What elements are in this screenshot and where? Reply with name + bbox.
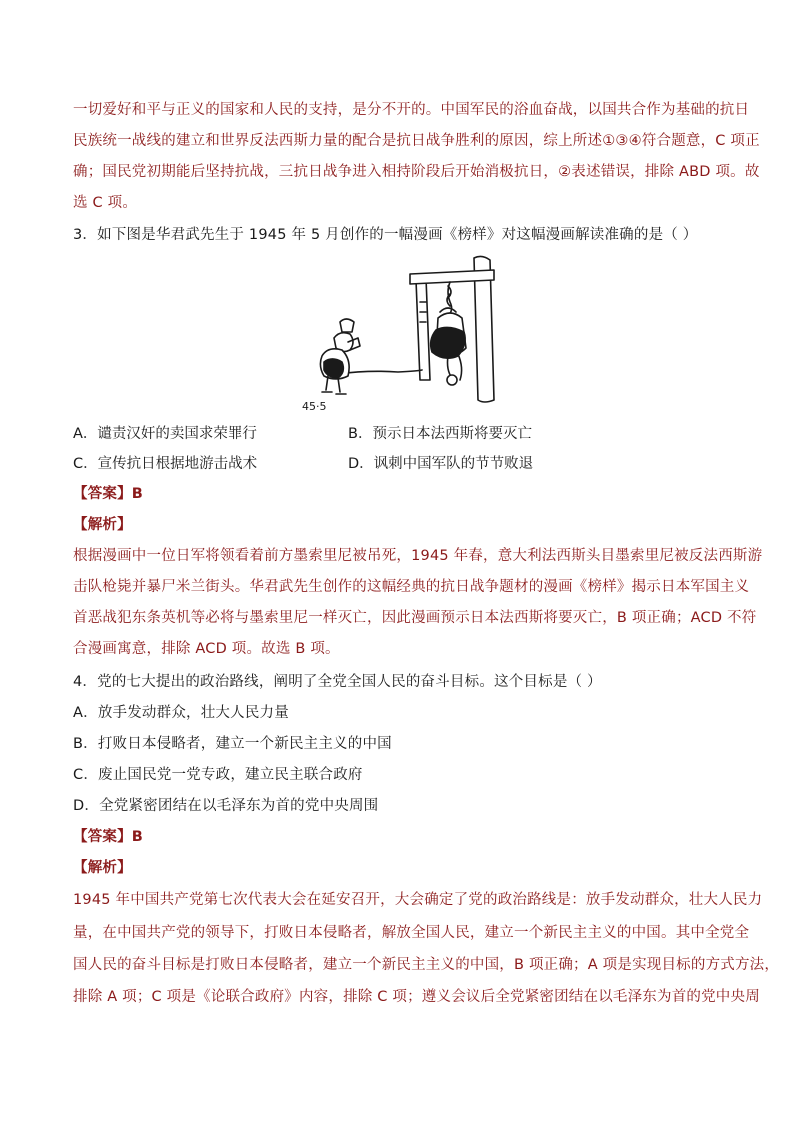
question-3-answer: 【答案】B bbox=[73, 486, 144, 502]
explanation-line: 确；国民党初期能后坚持抗战，三抗日战争进入相持阶段后开始消极抗日，②表述错误，排除 ABD 项。故 bbox=[73, 164, 760, 180]
question-4-option-b: B．打败日本侵略者，建立一个新民主主义的中国 bbox=[73, 736, 392, 752]
question-3-analysis-line: 根据漫画中一位日军将领看着前方墨索里尼被吊死，1945 年春，意大利法西斯头目墨索里尼被反法西斯游 bbox=[73, 548, 763, 564]
question-4-option-c: C．废止国民党一党专政，建立民主联合政府 bbox=[73, 767, 363, 783]
question-3-option-a: A．谴责汉奸的卖国求荣罪行 bbox=[73, 426, 257, 442]
question-4-option-a: A．放手发动群众，壮大人民力量 bbox=[73, 705, 289, 721]
explanation-line: 一切爱好和平与正义的国家和人民的支持，是分不开的。中国军民的浴血奋战，以国共合作为基础的抗日 bbox=[73, 102, 750, 118]
question-4-answer: 【答案】B bbox=[73, 829, 144, 845]
question-4-analysis-line: 排除 A 项；C 项是《论联合政府》内容，排除 C 项；遵义会议后全党紧密团结在以毛泽东为首的党中央周 bbox=[73, 989, 760, 1005]
cartoon-image-bangyang bbox=[298, 252, 510, 412]
question-3-analysis-line: 击队枪毙并暴尸米兰街头。华君武先生创作的这幅经典的抗日战争题材的漫画《榜样》揭示日本军国主义 bbox=[73, 579, 750, 595]
question-4-analysis-label: 【解析】 bbox=[73, 860, 132, 876]
explanation-line: 选 C 项。 bbox=[73, 195, 138, 211]
question-3-option-d: D．讽刺中国军队的节节败退 bbox=[348, 456, 534, 472]
question-3-option-b: B．预示日本法西斯将要灭亡 bbox=[348, 426, 532, 442]
question-4-analysis-line: 量，在中国共产党的领导下，打败日本侵略者，解放全国人民，建立一个新民主主义的中国。其中全党全 bbox=[73, 925, 750, 941]
cartoon-caption: 45·5 bbox=[302, 400, 327, 412]
question-4-stem: 4．党的七大提出的政治路线，阐明了全党全国人民的奋斗目标。这个目标是（ ） bbox=[73, 674, 602, 690]
question-3-analysis-line: 合漫画寓意，排除 ACD 项。故选 B 项。 bbox=[73, 641, 340, 657]
question-4-analysis-line: 1945 年中国共产党第七次代表大会在延安召开，大会确定了党的政治路线是：放手发动群众，壮大人民力 bbox=[73, 892, 763, 908]
question-3-option-c: C．宣传抗日根据地游击战术 bbox=[73, 456, 258, 472]
explanation-line: 民族统一战线的建立和世界反法西斯力量的配合是抗日战争胜利的原因，综上所述①③④符合题意，C 项正 bbox=[73, 133, 760, 149]
question-3-analysis-label: 【解析】 bbox=[73, 517, 132, 533]
question-3-analysis-line: 首恶战犯东条英机等必将与墨索里尼一样灭亡，因此漫画预示日本法西斯将要灭亡，B 项正确；ACD 不符 bbox=[73, 610, 757, 626]
question-3-stem: 3．如下图是华君武先生于 1945 年 5 月创作的一幅漫画《榜样》对这幅漫画解读准确的是（ ） bbox=[73, 227, 698, 243]
question-4-option-d: D．全党紧密团结在以毛泽东为首的党中央周围 bbox=[73, 798, 379, 814]
question-4-analysis-line: 国人民的奋斗目标是打败日本侵略者，建立一个新民主主义的中国，B 项正确；A 项是实现目标的方式方法， bbox=[73, 957, 780, 973]
